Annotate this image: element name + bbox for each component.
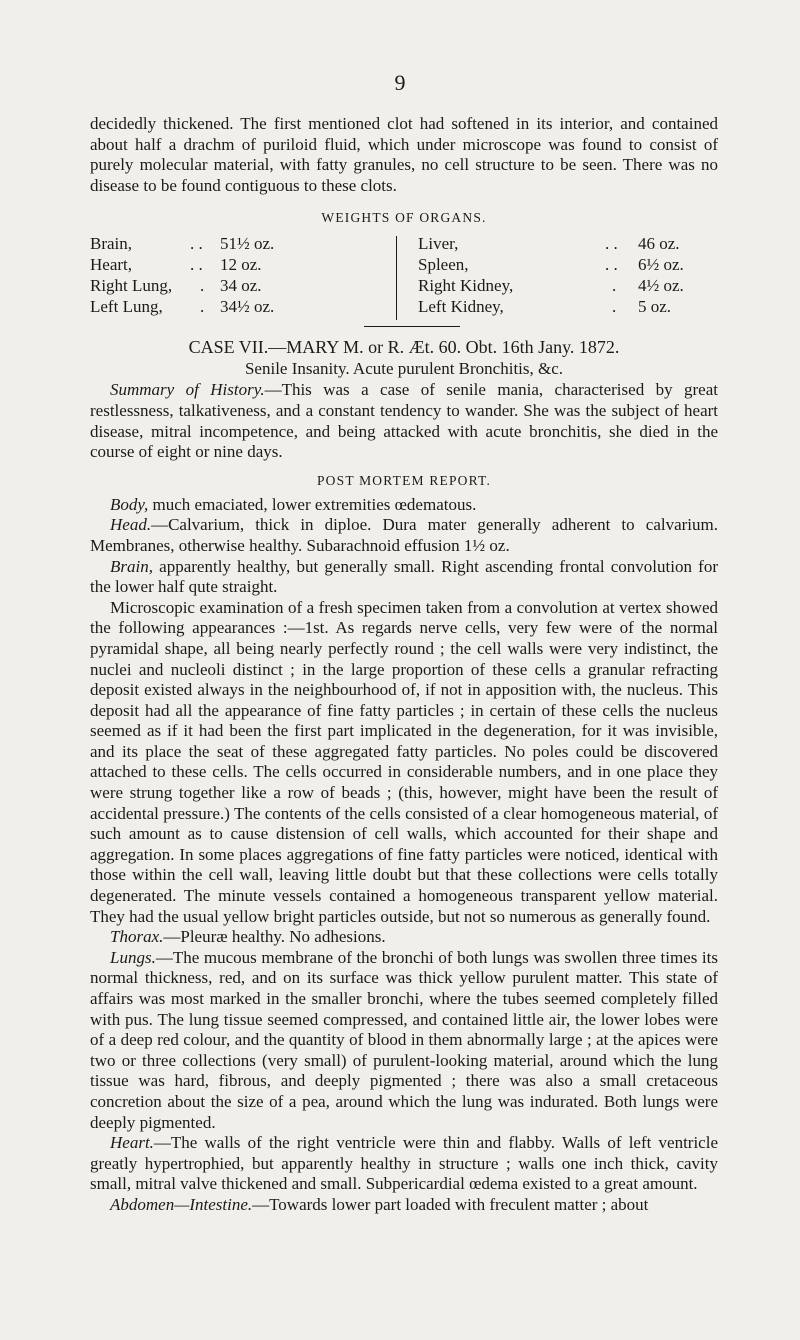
case-subtitle: Senile Insanity. Acute purulent Bronchitis, &c.	[244, 359, 564, 379]
body-text: much emaciated, lower extremities œdematous.	[148, 494, 477, 514]
leader-dots: .	[200, 276, 205, 296]
thorax-paragraph	[90, 927, 718, 948]
organ-name: Spleen,	[418, 255, 469, 275]
leader-dots: . .	[605, 255, 618, 275]
intro-paragraph: decidedly thickened. The first mentioned clot had softened in its interior, and contained about half a drachm of puriloid fluid, which under microscope was found to consist of purely molecular material, with fatty granules, no cell structure to be seen. There was no disease to be found contiguous to these clots.	[90, 114, 718, 195]
heart-label: Heart.	[110, 1133, 154, 1153]
weights-table	[90, 234, 718, 322]
leader-dots: .	[612, 297, 617, 317]
page-number: 9	[394, 70, 406, 95]
organ-name: Right Lung,	[90, 276, 173, 296]
organ-name: Left Lung,	[90, 297, 163, 317]
organ-weight: 4½ oz.	[638, 276, 684, 296]
body-label: Body,	[110, 494, 149, 514]
weights-row	[90, 255, 718, 276]
organ-name: Brain,	[90, 234, 133, 254]
summary-text: —This was a case of senile mania, characterised by great restlessness, talkativeness, and a constant tendency to wander. She was the subject of heart disease, mitral incompetence, and being attacked with acute bronchitis, she died in the course of eight or nine days.	[90, 380, 718, 462]
lungs-label: Lungs.	[110, 947, 156, 967]
weights-heading: WEIGHTS OF ORGANS.	[321, 210, 487, 226]
weights-row	[90, 234, 718, 255]
organ-weight: 34 oz.	[220, 276, 262, 296]
microscopic-paragraph: Microscopic examination of a fresh specimen taken from a convolution at vertex showed the following appearances :—1st. As regards nerve cells, very few were of the normal pyramidal shape, all being nearly perfectly round ; the cell walls were very indistinct, the nuclei and nucleoli distinct ; in the large proportion of these cells a granular refracting deposit existed always in the neighbourhood of, if not in apposition with, the nucleus. This deposit had all the appearance of fine fatty particles ; in certain of these cells the nucleus seemed as if it had been the first part implicated in the degeneration, for it was invisible, and its place the seat of these aggregated fatty particles. No poles could be discovered attached to these cells. The cells occurred in considerable numbers, and in one place they were strung together like a row of beads ; (this, however, might have been the result of accidental pressure.) The contents of the cells consisted of a clear homogeneous material, of such amount as to cause distension of cell walls, which accounted for their shape and aggregation. In some places aggregations of fine fatty particles were noticed, identical with those within the cell wall, leaving little doubt but that these collections were cells totally degenerated. The minute vessels contained a homogeneous transparent yellow material. They had the usual yellow bright particles outside, but not so numerous as generally found.	[90, 597, 718, 926]
leader-dots: .	[200, 297, 205, 317]
summary-paragraph	[90, 380, 718, 462]
head-label: Head.	[110, 515, 152, 535]
summary-label: Summary of History.	[110, 380, 265, 400]
postmortem-heading: POST MORTEM REPORT.	[316, 472, 492, 488]
organ-name: Heart,	[90, 255, 133, 275]
abdomen-label: Abdomen—Intestine.	[110, 1194, 253, 1214]
head-paragraph	[90, 515, 718, 556]
lungs-paragraph	[90, 948, 718, 1133]
organ-weight: 6½ oz.	[638, 255, 684, 275]
organ-name: Left Kidney,	[418, 297, 504, 317]
abdomen-text: —Towards lower part loaded with freculent matter ; about	[252, 1194, 649, 1214]
leader-dots: . .	[190, 255, 203, 275]
brain-paragraph	[90, 557, 718, 598]
case-title: CASE VII.—MARY M. or R. Æt. 60. Obt. 16th Jany. 1872.	[188, 337, 620, 358]
heart-text: —The walls of the right ventricle were thin and flabby. Walls of left ventricle greatly hypertrophied, but apparently healthy in structure ; walls one inch thick, cavity small, mitral valve thickened and small. Subpericardial œdema existed to a great amount.	[90, 1133, 718, 1194]
heart-paragraph	[90, 1133, 718, 1195]
brain-label: Brain,	[110, 556, 153, 576]
head-text: —Calvarium, thick in diploe. Dura mater generally adherent to calvarium. Membranes, otherwise healthy. Subarachnoid effusion 1½ oz.	[90, 515, 718, 555]
lungs-text: —The mucous membrane of the bronchi of both lungs was swollen three times its normal thickness, red, and on its surface was thick yellow purulent matter. This state of affairs was most marked in the smaller bronchi, where the tubes seemed completely filled with pus. The lung tissue seemed compressed, and contained little air, the lower lobes were of a deep red colour, and the quantity of blood in them abnormally large ; at the apices were two or three collections (very small) of purulent-looking material, around which the lung tissue was hard, fibrous, and deeply pigmented ; there was also a small cretaceous concretion about the size of a pea, around which the lung was indurated. Both lungs were deeply pigmented.	[90, 947, 718, 1132]
leader-dots: . .	[190, 234, 203, 254]
leader-dots: . .	[605, 234, 618, 254]
organ-weight: 51½ oz.	[220, 234, 275, 254]
organ-name: Liver,	[418, 234, 459, 254]
organ-weight: 34½ oz.	[220, 297, 275, 317]
organ-weight: 5 oz.	[638, 297, 672, 317]
leader-dots: .	[612, 276, 617, 296]
weights-row	[90, 276, 718, 297]
document-body	[90, 114, 718, 1216]
weights-row	[90, 297, 718, 318]
abdomen-paragraph	[90, 1195, 718, 1216]
organ-weight: 12 oz.	[220, 255, 262, 275]
organ-name: Right Kidney,	[418, 276, 514, 296]
section-rule	[364, 326, 460, 327]
body-paragraph	[90, 495, 718, 516]
brain-text: apparently healthy, but generally small. Right ascending frontal convolution for the lower half qute straight.	[90, 556, 718, 597]
organ-weight: 46 oz.	[638, 234, 680, 254]
thorax-label: Thorax.	[110, 927, 164, 947]
thorax-text: —Pleuræ healthy. No adhesions.	[163, 927, 386, 947]
